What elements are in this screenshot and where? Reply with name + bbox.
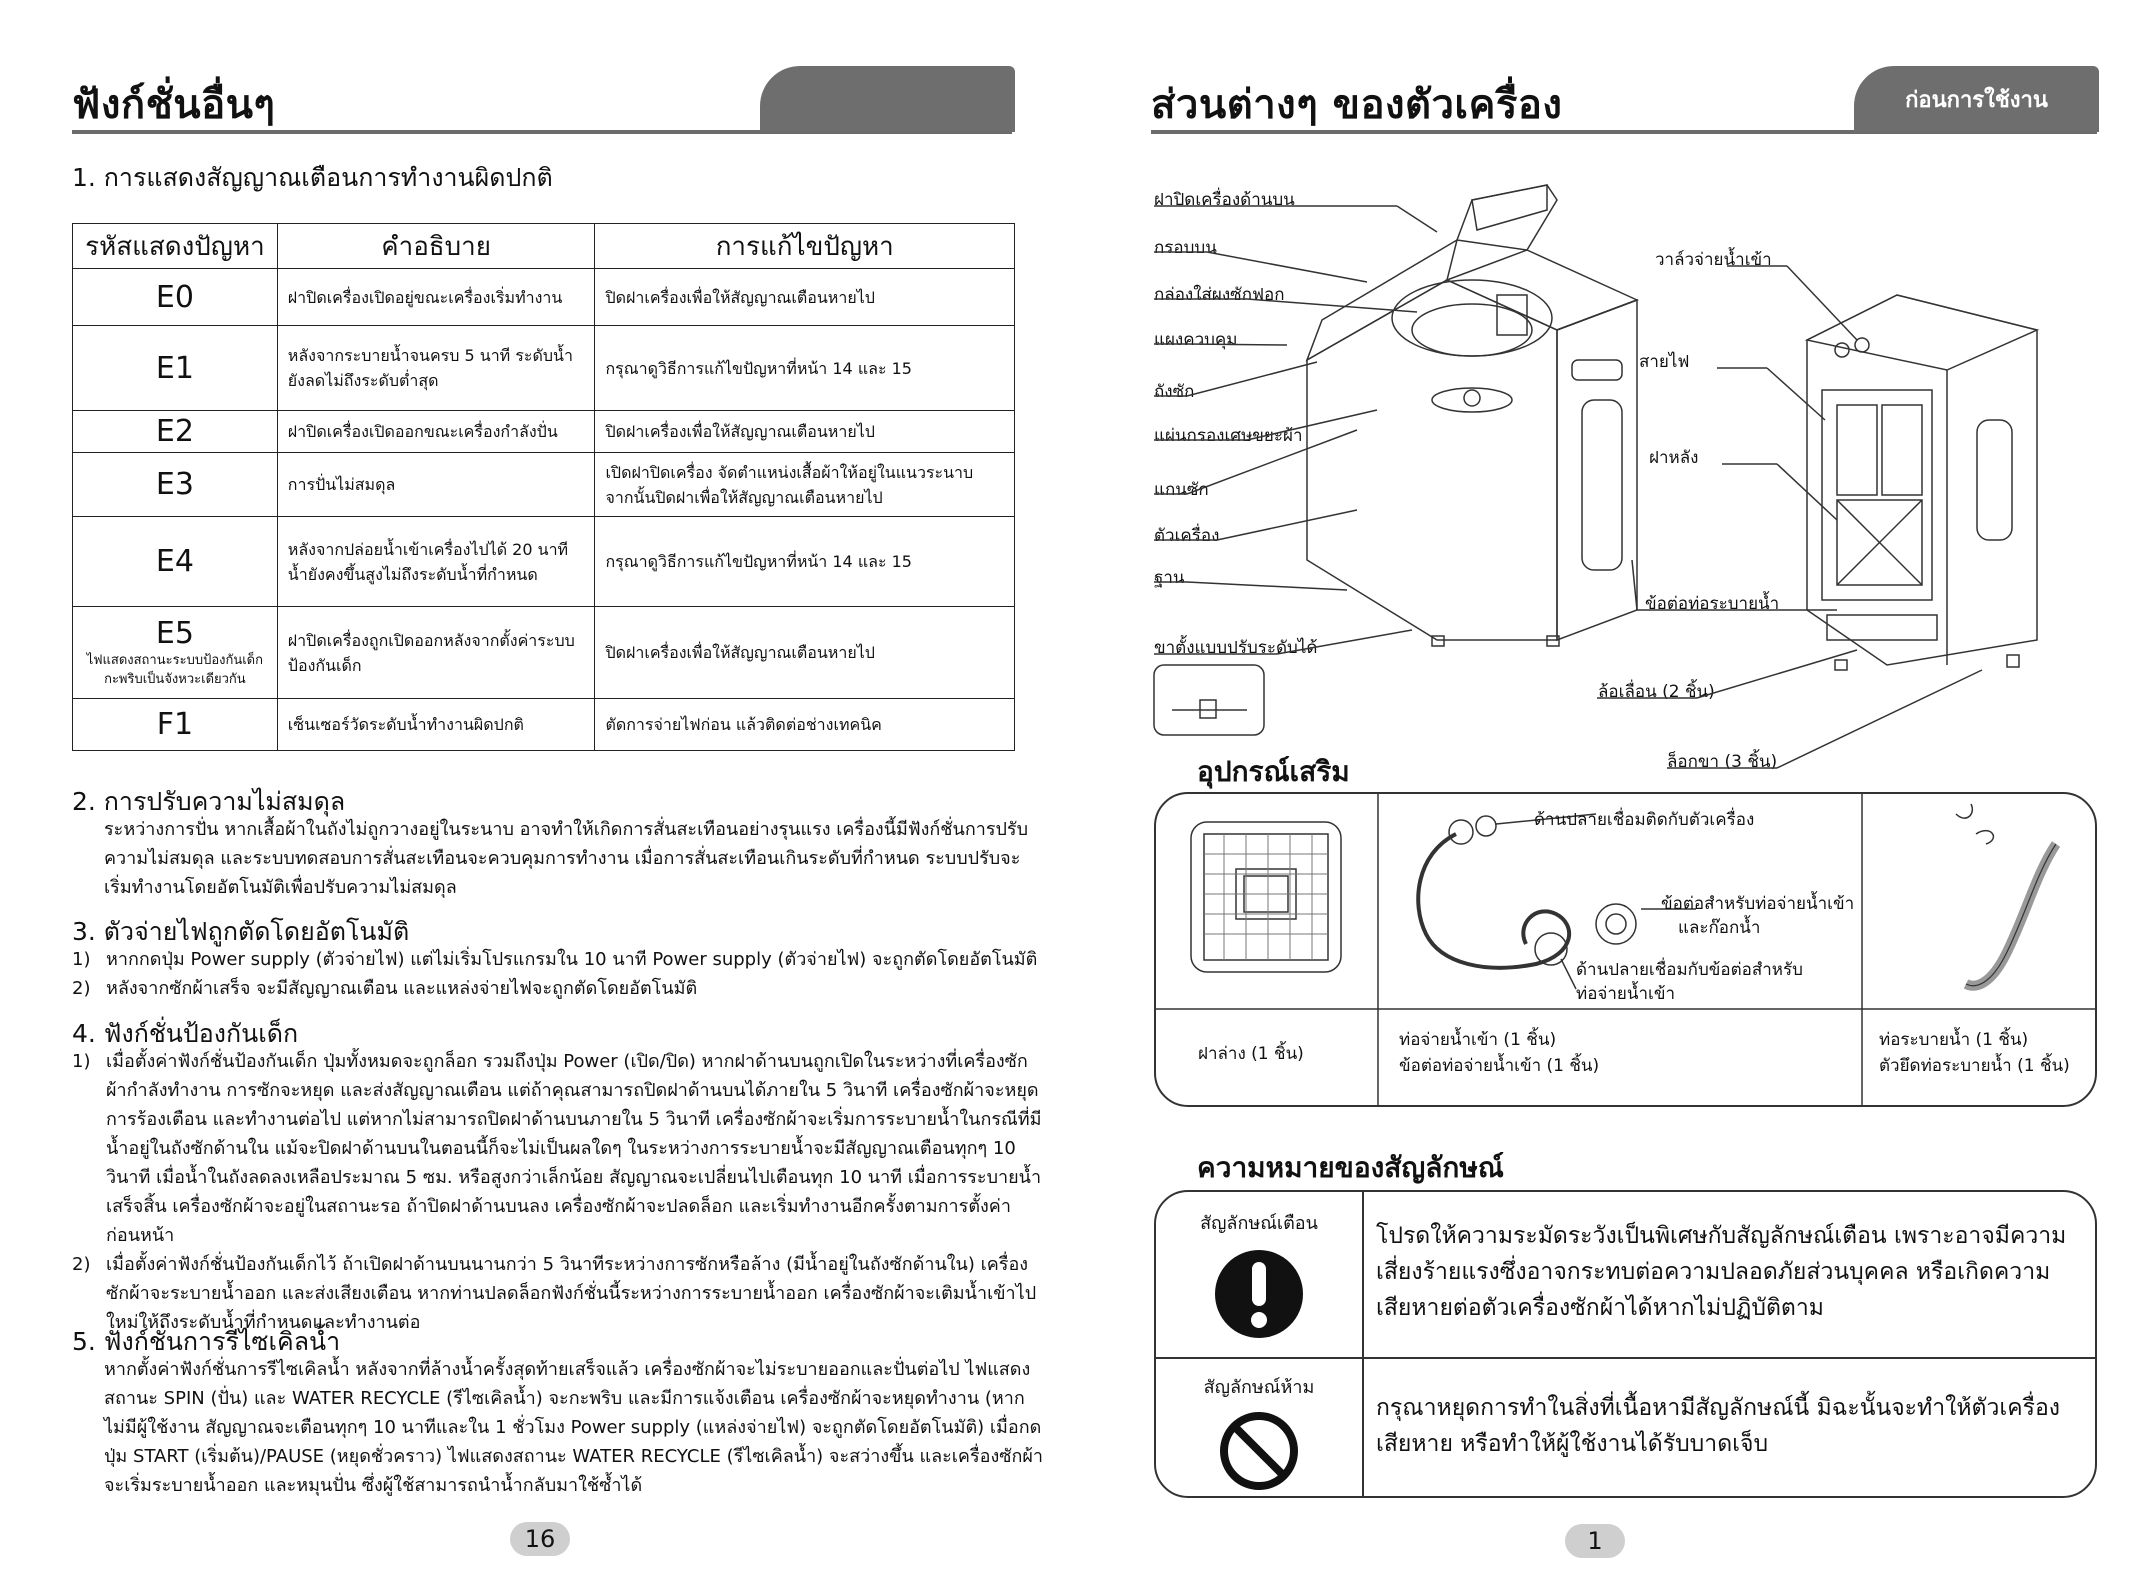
error-code-note: ไฟแสดงสถานะระบบป้องกันเด็กกะพริบเป็นจังหวะเดียวกัน (86, 653, 263, 687)
part-label: ฝาหลัง (1649, 448, 1699, 468)
list-item: 2) เมื่อตั้งค่าฟังก์ชั่นป้องกันเด็กไว้ ถ้าเปิดฝาด้านบนนานกว่า 5 วินาทีระหว่างการซักหรือล้าง (มีน้ำอยู่ในถังซักด้านใน) เครื่องซักผ้าจะระบายน้ำออก และส่งเสียงเตือน หากท่านปลดล็อกฟังก์ชั่นนี้ระหว่างการระบายน้ำออก เครื่องซักผ้าจะเติมน้ำเข้าไปใหม่ให้ถึงระดับน้ำที่กำหนดและทำงานต่อ (72, 1254, 1037, 1333)
error-fix: เปิดฝาปิดเครื่อง จัดตำแหน่งเสื้อผ้าให้อยู่ในแนวระนาบ จากนั้นปิดฝาเพื่อให้สัญญาณเตือนหายไป (595, 453, 1015, 517)
section-2-title: 2. การปรับความไม่สมดุล (72, 787, 346, 816)
part-label: กรอบบน (1154, 238, 1217, 258)
table-row (73, 269, 1015, 326)
section-5-title: 5. ฟังก์ชั่นการรีไซเคิลน้ำ (72, 1327, 341, 1356)
error-code: E3 (73, 453, 278, 517)
error-fix: กรุณาดูวิธีการแก้ไขปัญหาที่หน้า 14 และ 15 (595, 326, 1015, 411)
error-code: F1 (73, 699, 278, 751)
right-page (1077, 0, 2154, 1587)
part-label: ล้อเลื่อน (2 ชิ้น) (1598, 682, 1715, 702)
part-label: ขาตั้งแบบปรับระดับได้ (1154, 638, 1318, 658)
header-tab (760, 66, 1015, 132)
header-tab: ก่อนการใช้งาน (1854, 66, 2099, 132)
error-code-cell (73, 607, 278, 699)
table-header-fix: การแก้ไขปัญหา (595, 224, 1015, 269)
table-row (73, 326, 1015, 411)
part-label: ฐาน (1154, 568, 1185, 588)
accessory-caption: ตัวยึดท่อระบายน้ำ (1 ชิ้น) (1879, 1056, 2070, 1076)
table-header-desc: คำอธิบาย (277, 224, 595, 269)
section-5-text: หากตั้งค่าฟังก์ชั่นการรีไซเคิลน้ำ หลังจากที่ล้างน้ำครั้งสุดท้ายเสร็จแล้ว เครื่องซักผ้าจะไม่ระบายออกและปั่นต่อไป ไฟแสดงสถานะ SPIN (ปั่น) และ WATER RECYCLE (รีไซเคิลน้ำ) จะกะพริบ และมีการแจ้งเตือน เครื่องซักผ้าจะหยุดทำงาน (หากไม่มีผู้ใช้งาน สัญญาณจะเตือนทุกๆ 10 นาทีและใน 1 ชั่วโมง Power supply (แหล่งจ่ายไฟ) จะถูกตัดโดยอัตโนมัติ) เมื่อกดปุ่ม START (เริ่มต้น)/PAUSE (หยุดชั่วคราว) ไฟแสดงสถานะ WATER RECYCLE (รีไซเคิลน้ำ) จะสว่างขึ้น และเครื่องซักผ้าจะเริ่มระบายน้ำออก และหมุนปั่น ซึ่งผู้ใช้สามารถนำน้ำกลับมาใช้ซ้ำได้ (104, 1359, 1043, 1496)
error-code: E2 (73, 411, 278, 453)
table-header-code: รหัสแสดงปัญหา (73, 224, 278, 269)
error-desc: หลังจากปล่อยน้ำเข้าเครื่องไปได้ 20 นาที น้ำยังคงขึ้นสูงไม่ถึงระดับน้ำที่กำหนด (277, 517, 595, 607)
symbols-box (1154, 1190, 2097, 1498)
page-title: ฟังก์ชั่นอื่นๆ (72, 82, 276, 128)
part-label: ฝาปิดเครื่องด้านบน (1154, 190, 1295, 210)
accessories-box (1154, 792, 2097, 1107)
accessories-title: อุปกรณ์เสริม (1197, 755, 1350, 788)
hose-label: ด้านปลายเชื่อมติดกับตัวเครื่อง (1534, 810, 1755, 830)
list-item: 1) หากกดปุ่ม Power supply (ตัวจ่ายไฟ) แต่ไม่เริ่มโปรแกรมใน 10 นาที Power supply (ตัวจ่ายไฟ) จะถูกตัดโดยอัตโนมัติ (72, 949, 1038, 970)
error-desc: ฝาปิดเครื่องเปิดออกขณะเครื่องกำลังปั่น (277, 411, 595, 453)
divider (1156, 1357, 2095, 1359)
accessory-caption: ฝาล่าง (1 ชิ้น) (1198, 1044, 1304, 1064)
part-label: แกนซัก (1154, 480, 1209, 500)
error-fix: ตัดการจ่ายไฟก่อน แล้วติดต่อช่างเทคนิค (595, 699, 1015, 751)
section-4-title: 4. ฟังก์ชั่นป้องกันเด็ก (72, 1019, 299, 1048)
part-label: ถังซัก (1154, 382, 1195, 402)
section-4-list (72, 1047, 1044, 1337)
part-label: วาล์วจ่ายน้ำเข้า (1655, 250, 1772, 270)
section-3-list (72, 945, 1044, 1003)
accessory-caption: ท่อจ่ายน้ำเข้า (1 ชิ้น) (1399, 1030, 1557, 1050)
error-code-table (72, 223, 1015, 751)
list-item: 2) หลังจากซักผ้าเสร็จ จะมีสัญญาณเตือน และแหล่งจ่ายไฟจะถูกตัดโดยอัตโนมัติ (72, 978, 698, 999)
table-row (73, 699, 1015, 751)
error-code: E5 (155, 616, 194, 651)
error-fix: ปิดฝาเครื่องเพื่อให้สัญญาณเตือนหายไป (595, 269, 1015, 326)
warning-label: สัญลักษณ์เตือน (1200, 1213, 1318, 1234)
exclamation-icon (1213, 1248, 1305, 1340)
accessory-caption: ข้อต่อท่อจ่ายน้ำเข้า (1 ชิ้น) (1399, 1056, 1600, 1076)
section-3-title: 3. ตัวจ่ายไฟถูกตัดโดยอัตโนมัติ (72, 917, 410, 946)
table-row (73, 411, 1015, 453)
section-1-title: 1. การแสดงสัญญาณเตือนการทำงานผิดปกติ (72, 163, 553, 192)
part-label: กล่องใส่ผงซักฟอก (1154, 285, 1285, 305)
symbols-title: ความหมายของสัญลักษณ์ (1197, 1151, 1504, 1184)
hose-label: และก๊อกน้ำ (1678, 918, 1761, 938)
error-desc: เซ็นเซอร์วัดระดับน้ำทำงานผิดปกติ (277, 699, 595, 751)
section-2-text: ระหว่างการปั่น หากเสื้อผ้าในถังไม่ถูกวางอยู่ในระนาบ อาจทำให้เกิดการสั่นสะเทือนอย่างรุนแรง เครื่องนี้มีฟังก์ชั่นการปรับความไม่สมดุล และระบบทดสอบการสั่นสะเทือนจะควบคุมการทำงาน เมื่อการสั่นสะเทือนเกินระดับที่กำหนด ระบบปรับจะเริ่มทำงานโดยอัตโนมัติเพื่อปรับความไม่สมดุล (104, 819, 1029, 898)
prohibit-text: กรุณาหยุดการทำในสิ่งที่เนื้อหามีสัญลักษณ์นี้ มิฉะนั้นจะทำให้ตัวเครื่องเสียหาย หรือทำให้ผู้ใช้งานได้รับบาดเจ็บ (1376, 1395, 2061, 1457)
prohibit-label: สัญลักษณ์ห้าม (1203, 1377, 1315, 1398)
hose-label: ท่อจ่ายน้ำเข้า (1576, 984, 1676, 1004)
prohibited-icon (1218, 1410, 1300, 1492)
error-fix: ปิดฝาเครื่องเพื่อให้สัญญาณเตือนหายไป (595, 411, 1015, 453)
part-label: ตัวเครื่อง (1154, 526, 1220, 546)
accessory-caption: ท่อระบายน้ำ (1 ชิ้น) (1879, 1030, 2029, 1050)
error-fix: ปิดฝาเครื่องเพื่อให้สัญญาณเตือนหายไป (595, 607, 1015, 699)
error-code: E1 (73, 326, 278, 411)
hose-label: ด้านปลายเชื่อมกับข้อต่อสำหรับ (1576, 960, 1803, 980)
error-desc: ฝาปิดเครื่องถูกเปิดออกหลังจากตั้งค่าระบบป้องกันเด็ก (277, 607, 595, 699)
hose-label: ข้อต่อสำหรับท่อจ่ายน้ำเข้า (1661, 894, 1855, 914)
part-label: ข้อต่อท่อระบายน้ำ (1645, 594, 1780, 614)
page-number: 16 (510, 1522, 570, 1556)
error-desc: หลังจากระบายน้ำจนครบ 5 นาที ระดับน้ำยังลดไม่ถึงระดับต่ำสุด (277, 326, 595, 411)
error-desc: การปั่นไม่สมดุล (277, 453, 595, 517)
table-row (73, 453, 1015, 517)
page-number: 1 (1565, 1524, 1625, 1558)
table-row (73, 517, 1015, 607)
warning-text: โปรดให้ความระมัดระวังเป็นพิเศษกับสัญลักษณ์เตือน เพราะอาจมีความเสี่ยงร้ายแรงซึ่งอาจกระทบต่อความปลอดภัยส่วนบุคคล หรือเกิดความเสียหายต่อตัวเครื่องซักผ้าได้หากไม่ปฏิบัติตาม (1376, 1223, 2067, 1321)
error-code: E4 (73, 517, 278, 607)
error-fix: กรุณาดูวิธีการแก้ไขปัญหาที่หน้า 14 และ 15 (595, 517, 1015, 607)
washing-machine-diagram (1077, 0, 2154, 800)
page-title: ส่วนต่างๆ ของตัวเครื่อง (1151, 82, 1563, 128)
part-label: แผงควบคุม (1154, 330, 1238, 350)
part-label: สายไฟ (1639, 352, 1690, 372)
part-label: ล็อกขา (3 ชิ้น) (1667, 752, 1778, 772)
divider (1362, 1192, 1364, 1496)
error-desc: ฝาปิดเครื่องเปิดอยู่ขณะเครื่องเริ่มทำงาน (277, 269, 595, 326)
table-row (73, 607, 1015, 699)
part-label: แผ่นกรองเศษขยะผ้า (1154, 426, 1303, 446)
error-code: E0 (73, 269, 278, 326)
list-item: 1) เมื่อตั้งค่าฟังก์ชั่นป้องกันเด็ก ปุ่มทั้งหมดจะถูกล็อก รวมถึงปุ่ม Power (เปิด/ปิด) หากฝาด้านบนถูกเปิดในระหว่างที่เครื่องซักผ้ากำลังทำงาน การซักจะหยุด และส่งสัญญาณเตือน แต่ถ้าคุณสามารถปิดฝาด้านบนได้ภายใน 5 วินาที เครื่องซักผ้าจะหยุดการร้องเตือน และทำงานต่อไป แต่หากไม่สามารถปิดฝาด้านบนภายใน 5 วินาที เครื่องซักผ้าจะเริ่มการระบายน้ำในกรณีที่มีน้ำอยู่ในถังซักด้านใน แม้จะปิดฝาด้านบนในตอนนี้ก็จะไม่เป็นผลใดๆ ในระหว่างการระบายน้ำจะมีสัญญาณเตือนทุกๆ 10 วินาที เมื่อน้ำในถังลดลงเหลือประมาณ 5 ซม. หรือสูงกว่าเล็กน้อย สัญญาณจะเปลี่ยนไปเตือนทุก 10 นาที เมื่อการระบายน้ำเสร็จสิ้น เครื่องซักผ้าจะอยู่ในสถานะรอ ถ้าปิดฝาด้านบนลง เครื่องซักผ้าจะปลดล็อก และเริ่มทำงานอีกครั้งตามการตั้งค่าก่อนหน้า (72, 1051, 1042, 1246)
